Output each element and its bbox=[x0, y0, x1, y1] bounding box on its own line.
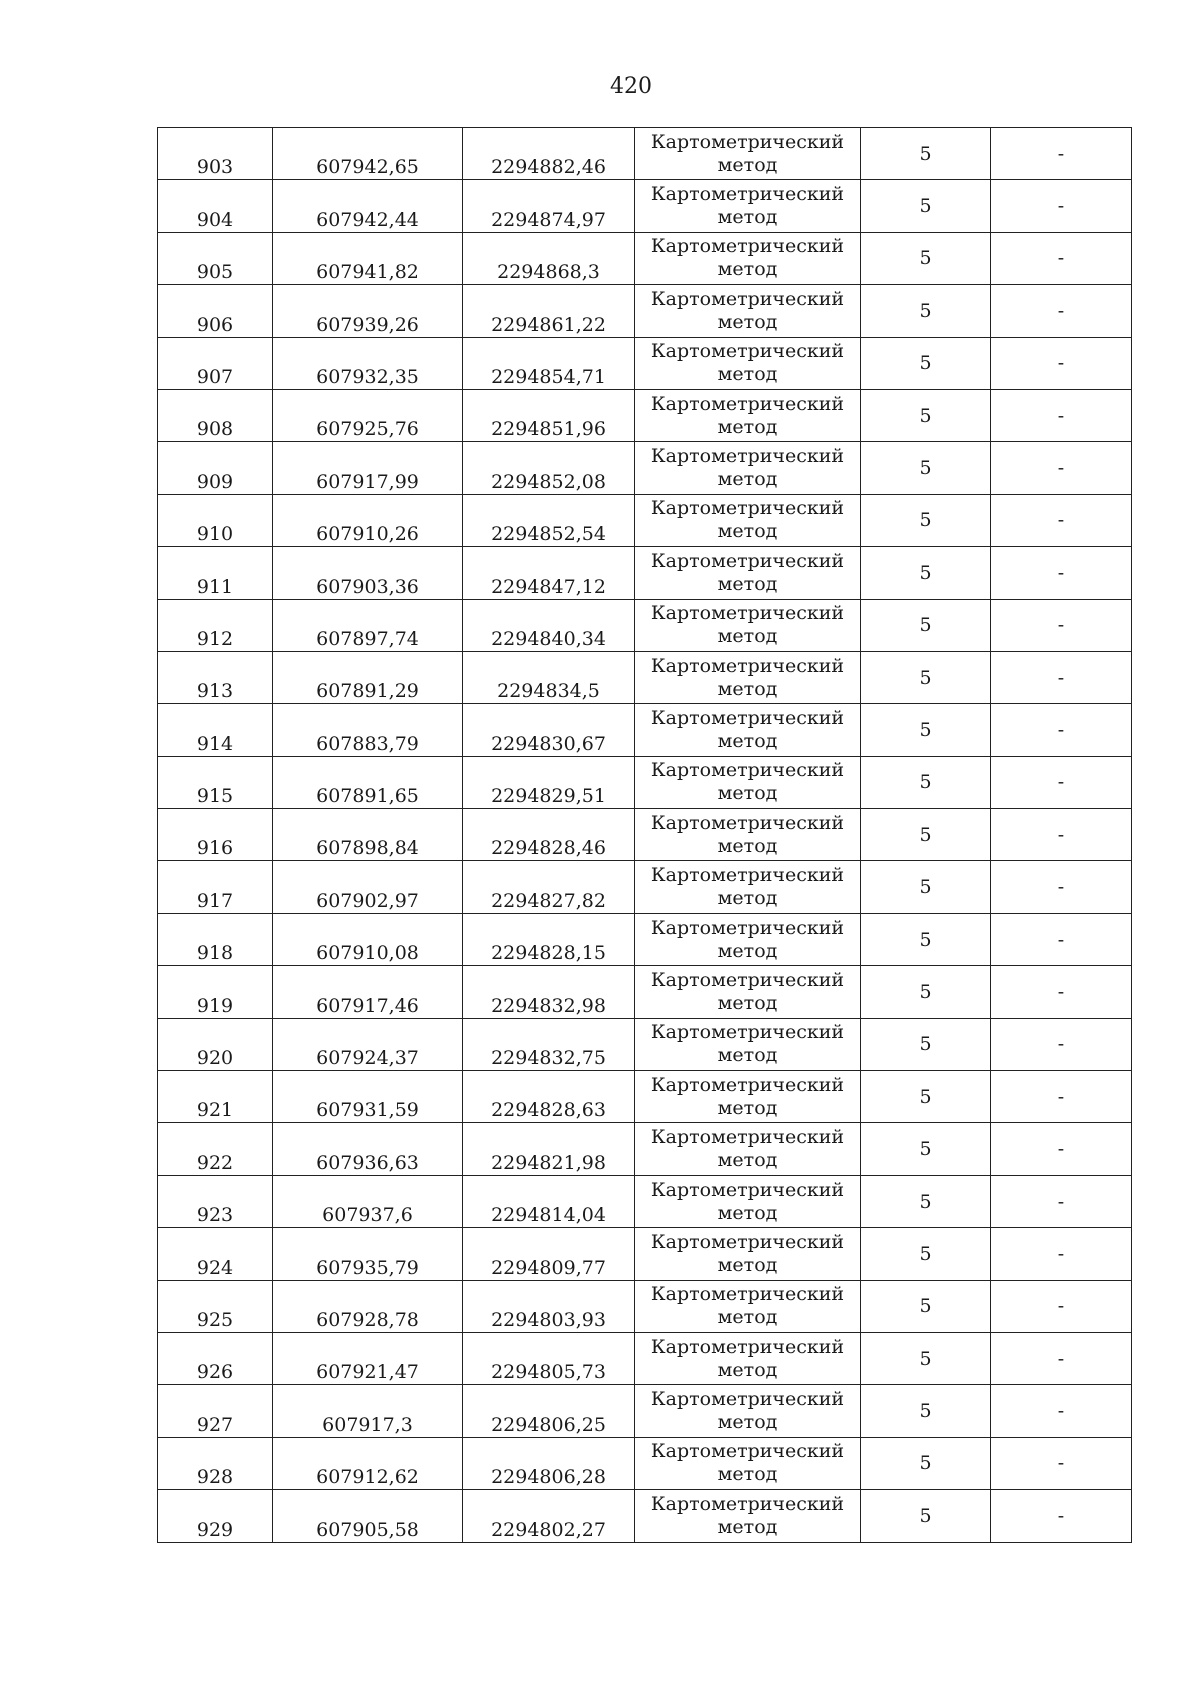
y-coordinate-cell: 2294861,22 bbox=[463, 285, 635, 337]
table-row bbox=[158, 442, 1132, 494]
method-cell bbox=[635, 1071, 861, 1123]
accuracy-cell: 5 bbox=[861, 599, 991, 651]
table-row bbox=[158, 128, 1132, 180]
x-coordinate-cell: 607937,6 bbox=[273, 1175, 463, 1227]
method-cell bbox=[635, 651, 861, 703]
y-coordinate-cell: 2294851,96 bbox=[463, 389, 635, 441]
y-coordinate-cell: 2294854,71 bbox=[463, 337, 635, 389]
accuracy-cell: 5 bbox=[861, 442, 991, 494]
method-line-1: Картометрический bbox=[650, 706, 845, 729]
method-line-2: метод bbox=[717, 572, 778, 595]
method-line-2: метод bbox=[717, 991, 778, 1014]
method-line-2: метод bbox=[717, 1253, 778, 1276]
method-cell bbox=[635, 337, 861, 389]
table-row bbox=[158, 1071, 1132, 1123]
x-coordinate-cell: 607941,82 bbox=[273, 232, 463, 284]
y-coordinate-cell: 2294874,97 bbox=[463, 180, 635, 232]
method-line-1: Картометрический bbox=[650, 759, 845, 782]
description-cell: - bbox=[991, 180, 1132, 232]
x-coordinate-cell: 607917,46 bbox=[273, 966, 463, 1018]
method-line-1: Картометрический bbox=[650, 1335, 845, 1358]
method-line-1: Картометрический bbox=[650, 602, 845, 625]
x-coordinate-cell: 607931,59 bbox=[273, 1071, 463, 1123]
accuracy-cell: 5 bbox=[861, 651, 991, 703]
method-cell bbox=[635, 1018, 861, 1070]
description-cell: - bbox=[991, 966, 1132, 1018]
table-body bbox=[158, 128, 1132, 1543]
method-line-2: метод bbox=[717, 1463, 778, 1486]
method-line-1: Картометрический bbox=[650, 1230, 845, 1253]
method-line-1: Картометрический bbox=[650, 811, 845, 834]
y-coordinate-cell: 2294840,34 bbox=[463, 599, 635, 651]
point-number-cell: 928 bbox=[158, 1437, 273, 1489]
table-row bbox=[158, 389, 1132, 441]
description-cell: - bbox=[991, 913, 1132, 965]
table-row bbox=[158, 232, 1132, 284]
y-coordinate-cell: 2294852,54 bbox=[463, 494, 635, 546]
point-number-cell: 907 bbox=[158, 337, 273, 389]
method-line-1: Картометрический bbox=[650, 1388, 845, 1411]
y-coordinate-cell: 2294814,04 bbox=[463, 1175, 635, 1227]
accuracy-cell: 5 bbox=[861, 285, 991, 337]
method-line-1: Картометрический bbox=[650, 1178, 845, 1201]
description-cell: - bbox=[991, 1228, 1132, 1280]
method-line-1: Картометрический bbox=[650, 1492, 845, 1515]
x-coordinate-cell: 607917,3 bbox=[273, 1385, 463, 1437]
method-line-1: Картометрический bbox=[650, 968, 845, 991]
table-row bbox=[158, 1228, 1132, 1280]
method-cell bbox=[635, 494, 861, 546]
point-number-cell: 929 bbox=[158, 1490, 273, 1542]
x-coordinate-cell: 607912,62 bbox=[273, 1437, 463, 1489]
method-cell bbox=[635, 704, 861, 756]
x-coordinate-cell: 607910,26 bbox=[273, 494, 463, 546]
y-coordinate-cell: 2294805,73 bbox=[463, 1332, 635, 1384]
y-coordinate-cell: 2294809,77 bbox=[463, 1228, 635, 1280]
accuracy-cell: 5 bbox=[861, 128, 991, 180]
accuracy-cell: 5 bbox=[861, 1071, 991, 1123]
description-cell: - bbox=[991, 1332, 1132, 1384]
method-line-2: метод bbox=[717, 1201, 778, 1224]
description-cell: - bbox=[991, 1385, 1132, 1437]
description-cell: - bbox=[991, 1018, 1132, 1070]
x-coordinate-cell: 607942,44 bbox=[273, 180, 463, 232]
accuracy-cell: 5 bbox=[861, 861, 991, 913]
method-cell bbox=[635, 1280, 861, 1332]
method-cell bbox=[635, 1437, 861, 1489]
y-coordinate-cell: 2294852,08 bbox=[463, 442, 635, 494]
method-cell bbox=[635, 285, 861, 337]
method-line-2: метод bbox=[717, 258, 778, 281]
method-line-2: метод bbox=[717, 206, 778, 229]
method-cell bbox=[635, 442, 861, 494]
accuracy-cell: 5 bbox=[861, 704, 991, 756]
method-line-2: метод bbox=[717, 310, 778, 333]
x-coordinate-cell: 607925,76 bbox=[273, 389, 463, 441]
point-number-cell: 921 bbox=[158, 1071, 273, 1123]
method-line-2: метод bbox=[717, 677, 778, 700]
x-coordinate-cell: 607924,37 bbox=[273, 1018, 463, 1070]
table-row bbox=[158, 1175, 1132, 1227]
accuracy-cell: 5 bbox=[861, 180, 991, 232]
method-cell bbox=[635, 128, 861, 180]
method-line-2: метод bbox=[717, 1306, 778, 1329]
y-coordinate-cell: 2294806,28 bbox=[463, 1437, 635, 1489]
method-line-2: метод bbox=[717, 1044, 778, 1067]
y-coordinate-cell: 2294802,27 bbox=[463, 1490, 635, 1542]
y-coordinate-cell: 2294827,82 bbox=[463, 861, 635, 913]
description-cell: - bbox=[991, 285, 1132, 337]
point-number-cell: 920 bbox=[158, 1018, 273, 1070]
y-coordinate-cell: 2294832,98 bbox=[463, 966, 635, 1018]
accuracy-cell: 5 bbox=[861, 1490, 991, 1542]
point-number-cell: 909 bbox=[158, 442, 273, 494]
method-cell bbox=[635, 1490, 861, 1542]
y-coordinate-cell: 2294821,98 bbox=[463, 1123, 635, 1175]
table-row bbox=[158, 1018, 1132, 1070]
point-number-cell: 910 bbox=[158, 494, 273, 546]
description-cell: - bbox=[991, 494, 1132, 546]
description-cell: - bbox=[991, 599, 1132, 651]
y-coordinate-cell: 2294828,46 bbox=[463, 809, 635, 861]
method-line-1: Картометрический bbox=[650, 287, 845, 310]
accuracy-cell: 5 bbox=[861, 1332, 991, 1384]
y-coordinate-cell: 2294882,46 bbox=[463, 128, 635, 180]
method-line-2: метод bbox=[717, 1149, 778, 1172]
method-line-2: метод bbox=[717, 520, 778, 543]
method-line-1: Картометрический bbox=[650, 497, 845, 520]
method-line-1: Картометрический bbox=[650, 445, 845, 468]
description-cell: - bbox=[991, 1071, 1132, 1123]
table-row bbox=[158, 599, 1132, 651]
x-coordinate-cell: 607898,84 bbox=[273, 809, 463, 861]
method-line-2: метод bbox=[717, 834, 778, 857]
description-cell: - bbox=[991, 1280, 1132, 1332]
description-cell: - bbox=[991, 704, 1132, 756]
y-coordinate-cell: 2294868,3 bbox=[463, 232, 635, 284]
description-cell: - bbox=[991, 1175, 1132, 1227]
method-cell bbox=[635, 913, 861, 965]
point-number-cell: 912 bbox=[158, 599, 273, 651]
method-cell bbox=[635, 861, 861, 913]
method-line-1: Картометрический bbox=[650, 916, 845, 939]
method-cell bbox=[635, 1175, 861, 1227]
table-row bbox=[158, 756, 1132, 808]
point-number-cell: 916 bbox=[158, 809, 273, 861]
x-coordinate-cell: 607897,74 bbox=[273, 599, 463, 651]
method-cell bbox=[635, 756, 861, 808]
point-number-cell: 917 bbox=[158, 861, 273, 913]
x-coordinate-cell: 607939,26 bbox=[273, 285, 463, 337]
method-line-2: метод bbox=[717, 363, 778, 386]
table-row bbox=[158, 1437, 1132, 1489]
method-line-1: Картометрический bbox=[650, 1126, 845, 1149]
point-number-cell: 923 bbox=[158, 1175, 273, 1227]
method-line-1: Картометрический bbox=[650, 130, 845, 153]
method-line-1: Картометрический bbox=[650, 654, 845, 677]
point-number-cell: 915 bbox=[158, 756, 273, 808]
x-coordinate-cell: 607936,63 bbox=[273, 1123, 463, 1175]
point-number-cell: 903 bbox=[158, 128, 273, 180]
x-coordinate-cell: 607891,65 bbox=[273, 756, 463, 808]
method-line-1: Картометрический bbox=[650, 340, 845, 363]
point-number-cell: 922 bbox=[158, 1123, 273, 1175]
description-cell: - bbox=[991, 651, 1132, 703]
description-cell: - bbox=[991, 128, 1132, 180]
accuracy-cell: 5 bbox=[861, 494, 991, 546]
table-row bbox=[158, 1385, 1132, 1437]
accuracy-cell: 5 bbox=[861, 232, 991, 284]
x-coordinate-cell: 607905,58 bbox=[273, 1490, 463, 1542]
accuracy-cell: 5 bbox=[861, 1437, 991, 1489]
method-line-1: Картометрический bbox=[650, 1440, 845, 1463]
point-number-cell: 925 bbox=[158, 1280, 273, 1332]
method-cell bbox=[635, 1385, 861, 1437]
point-number-cell: 904 bbox=[158, 180, 273, 232]
point-number-cell: 926 bbox=[158, 1332, 273, 1384]
x-coordinate-cell: 607935,79 bbox=[273, 1228, 463, 1280]
y-coordinate-cell: 2294830,67 bbox=[463, 704, 635, 756]
method-line-1: Картометрический bbox=[650, 392, 845, 415]
method-line-2: метод bbox=[717, 1358, 778, 1381]
table-row bbox=[158, 704, 1132, 756]
table-row bbox=[158, 547, 1132, 599]
method-line-2: метод bbox=[717, 887, 778, 910]
method-cell bbox=[635, 966, 861, 1018]
description-cell: - bbox=[991, 1123, 1132, 1175]
accuracy-cell: 5 bbox=[861, 1385, 991, 1437]
y-coordinate-cell: 2294834,5 bbox=[463, 651, 635, 703]
y-coordinate-cell: 2294806,25 bbox=[463, 1385, 635, 1437]
method-line-2: метод bbox=[717, 1411, 778, 1434]
y-coordinate-cell: 2294803,93 bbox=[463, 1280, 635, 1332]
accuracy-cell: 5 bbox=[861, 1018, 991, 1070]
method-cell bbox=[635, 809, 861, 861]
table-row bbox=[158, 1332, 1132, 1384]
accuracy-cell: 5 bbox=[861, 1123, 991, 1175]
method-cell bbox=[635, 599, 861, 651]
method-line-2: метод bbox=[717, 939, 778, 962]
point-number-cell: 906 bbox=[158, 285, 273, 337]
description-cell: - bbox=[991, 442, 1132, 494]
y-coordinate-cell: 2294828,15 bbox=[463, 913, 635, 965]
accuracy-cell: 5 bbox=[861, 756, 991, 808]
table-row bbox=[158, 1490, 1132, 1542]
description-cell: - bbox=[991, 809, 1132, 861]
table-row bbox=[158, 861, 1132, 913]
method-line-1: Картометрический bbox=[650, 1073, 845, 1096]
x-coordinate-cell: 607942,65 bbox=[273, 128, 463, 180]
table-row bbox=[158, 966, 1132, 1018]
description-cell: - bbox=[991, 547, 1132, 599]
method-line-2: метод bbox=[717, 415, 778, 438]
accuracy-cell: 5 bbox=[861, 547, 991, 599]
x-coordinate-cell: 607932,35 bbox=[273, 337, 463, 389]
y-coordinate-cell: 2294829,51 bbox=[463, 756, 635, 808]
table-row bbox=[158, 337, 1132, 389]
method-cell bbox=[635, 180, 861, 232]
description-cell: - bbox=[991, 1490, 1132, 1542]
method-cell bbox=[635, 232, 861, 284]
point-number-cell: 927 bbox=[158, 1385, 273, 1437]
point-number-cell: 914 bbox=[158, 704, 273, 756]
accuracy-cell: 5 bbox=[861, 1280, 991, 1332]
accuracy-cell: 5 bbox=[861, 1175, 991, 1227]
accuracy-cell: 5 bbox=[861, 389, 991, 441]
point-number-cell: 908 bbox=[158, 389, 273, 441]
method-line-2: метод bbox=[717, 468, 778, 491]
method-cell bbox=[635, 1228, 861, 1280]
description-cell: - bbox=[991, 389, 1132, 441]
method-cell bbox=[635, 389, 861, 441]
point-number-cell: 911 bbox=[158, 547, 273, 599]
y-coordinate-cell: 2294828,63 bbox=[463, 1071, 635, 1123]
x-coordinate-cell: 607917,99 bbox=[273, 442, 463, 494]
accuracy-cell: 5 bbox=[861, 809, 991, 861]
method-line-1: Картометрический bbox=[650, 183, 845, 206]
accuracy-cell: 5 bbox=[861, 1228, 991, 1280]
point-number-cell: 913 bbox=[158, 651, 273, 703]
method-line-2: метод bbox=[717, 625, 778, 648]
table-row bbox=[158, 180, 1132, 232]
point-number-cell: 919 bbox=[158, 966, 273, 1018]
method-cell bbox=[635, 1123, 861, 1175]
accuracy-cell: 5 bbox=[861, 966, 991, 1018]
method-line-1: Картометрический bbox=[650, 864, 845, 887]
page-number: 420 bbox=[610, 74, 652, 99]
x-coordinate-cell: 607910,08 bbox=[273, 913, 463, 965]
y-coordinate-cell: 2294847,12 bbox=[463, 547, 635, 599]
description-cell: - bbox=[991, 861, 1132, 913]
x-coordinate-cell: 607921,47 bbox=[273, 1332, 463, 1384]
table-row bbox=[158, 1280, 1132, 1332]
description-cell: - bbox=[991, 1437, 1132, 1489]
table-row bbox=[158, 494, 1132, 546]
x-coordinate-cell: 607902,97 bbox=[273, 861, 463, 913]
method-line-2: метод bbox=[717, 729, 778, 752]
x-coordinate-cell: 607903,36 bbox=[273, 547, 463, 599]
method-line-2: метод bbox=[717, 153, 778, 176]
point-number-cell: 924 bbox=[158, 1228, 273, 1280]
method-line-2: метод bbox=[717, 782, 778, 805]
method-line-1: Картометрический bbox=[650, 235, 845, 258]
table-row bbox=[158, 285, 1132, 337]
point-number-cell: 905 bbox=[158, 232, 273, 284]
description-cell: - bbox=[991, 337, 1132, 389]
coordinates-table bbox=[157, 127, 1132, 1543]
description-cell: - bbox=[991, 756, 1132, 808]
table-row bbox=[158, 809, 1132, 861]
method-line-2: метод bbox=[717, 1515, 778, 1538]
accuracy-cell: 5 bbox=[861, 913, 991, 965]
method-line-1: Картометрический bbox=[650, 1283, 845, 1306]
description-cell: - bbox=[991, 232, 1132, 284]
method-cell bbox=[635, 1332, 861, 1384]
method-cell bbox=[635, 547, 861, 599]
method-line-1: Картометрический bbox=[650, 1021, 845, 1044]
x-coordinate-cell: 607883,79 bbox=[273, 704, 463, 756]
table-row bbox=[158, 1123, 1132, 1175]
table-row bbox=[158, 913, 1132, 965]
x-coordinate-cell: 607928,78 bbox=[273, 1280, 463, 1332]
point-number-cell: 918 bbox=[158, 913, 273, 965]
table-row bbox=[158, 651, 1132, 703]
x-coordinate-cell: 607891,29 bbox=[273, 651, 463, 703]
method-line-2: метод bbox=[717, 1096, 778, 1119]
accuracy-cell: 5 bbox=[861, 337, 991, 389]
method-line-1: Картометрический bbox=[650, 549, 845, 572]
y-coordinate-cell: 2294832,75 bbox=[463, 1018, 635, 1070]
